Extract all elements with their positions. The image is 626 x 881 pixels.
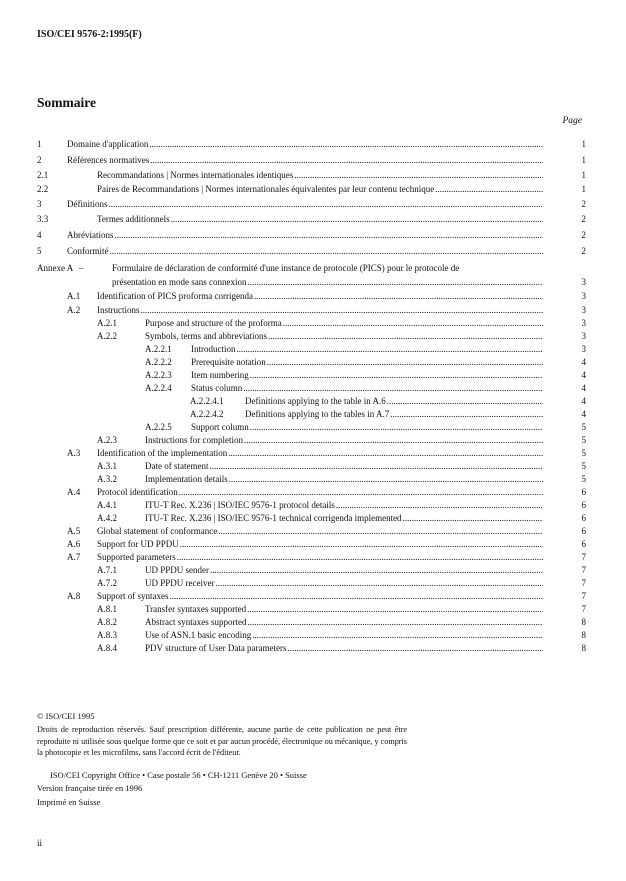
toc-entry-title: Use of ASN.1 basic encoding bbox=[145, 630, 252, 640]
toc-entry-page: 5 bbox=[581, 435, 586, 445]
copyright-notice: © ISO/CEI 1995 bbox=[37, 711, 95, 721]
toc-entry-number: A.2.2.4.1 bbox=[190, 396, 224, 406]
toc-entry-page: 4 bbox=[581, 357, 586, 367]
dot-leader bbox=[180, 538, 543, 551]
toc-entry-page: 5 bbox=[581, 448, 586, 458]
toc-entry-page: 2 bbox=[581, 199, 586, 209]
toc-entry-title: Abréviations bbox=[67, 230, 114, 240]
toc-entry-number: A.2.2.3 bbox=[145, 370, 172, 380]
dot-leader bbox=[435, 183, 543, 196]
toc-entry-title: Références normatives bbox=[67, 155, 150, 165]
toc-entry-number: A.8.4 bbox=[97, 643, 117, 653]
document-header: ISO/CEI 9576-2:1995(F) bbox=[37, 29, 142, 40]
toc-entry-page: 4 bbox=[581, 396, 586, 406]
dot-leader bbox=[244, 434, 543, 447]
toc-entry bbox=[0, 525, 626, 538]
toc-entry-number: A.4 bbox=[67, 487, 81, 497]
toc-entry-page: 5 bbox=[581, 461, 586, 471]
toc-entry-title: Introduction bbox=[191, 344, 236, 354]
toc-entry-number: A.7.2 bbox=[97, 578, 117, 588]
toc-entry-title: UD PPDU sender bbox=[145, 565, 209, 575]
toc-entry bbox=[0, 343, 626, 356]
dot-leader bbox=[215, 577, 543, 590]
toc-entry bbox=[0, 245, 626, 258]
toc-entry-number: 3.3 bbox=[37, 214, 49, 224]
toc-entry bbox=[0, 629, 626, 642]
toc-entry-title: Purpose and structure of the proforma bbox=[145, 318, 282, 328]
toc-entry-title: Paires de Recommandations | Normes internationales équivalentes par leur contenu technique bbox=[97, 184, 435, 194]
toc-entry bbox=[0, 603, 626, 616]
toc-entry-title: Abstract syntaxes supported bbox=[145, 617, 247, 627]
toc-entry-number: A.8.1 bbox=[97, 604, 117, 614]
dot-leader bbox=[283, 317, 543, 330]
toc-entry-number: A.7.1 bbox=[97, 565, 117, 575]
dot-leader bbox=[229, 473, 543, 486]
toc-entry bbox=[0, 395, 626, 408]
toc-entry-number: 2.2 bbox=[37, 184, 49, 194]
dot-leader bbox=[171, 213, 543, 226]
copyright-office: ISO/CEI Copyright Office • Case postale 56 • CH-1211 Genève 20 • Suisse bbox=[50, 770, 307, 780]
dot-leader bbox=[115, 229, 544, 242]
toc-entry-page: 7 bbox=[581, 591, 586, 601]
toc-entry-page: 6 bbox=[581, 487, 586, 497]
toc-entry-page: 5 bbox=[581, 422, 586, 432]
toc-entry bbox=[0, 538, 626, 551]
toc-entry bbox=[0, 577, 626, 590]
toc-entry-page: 3 bbox=[581, 305, 586, 315]
dot-leader bbox=[250, 369, 543, 382]
toc-entry bbox=[0, 154, 626, 167]
toc-entry-number: A.8 bbox=[67, 591, 81, 601]
toc-entry-page: 6 bbox=[581, 539, 586, 549]
toc-entry-title: Transfer syntaxes supported bbox=[145, 604, 247, 614]
toc-entry-title: Domaine d'application bbox=[67, 139, 149, 149]
toc-entry bbox=[0, 421, 626, 434]
dot-leader bbox=[268, 330, 543, 343]
toc-entry-title: Support of syntaxes bbox=[97, 591, 169, 601]
toc-entry-page: 4 bbox=[581, 409, 586, 419]
toc-entry-page: 3 bbox=[581, 331, 586, 341]
toc-entry-number: A.4.2 bbox=[97, 513, 117, 523]
toc-entry bbox=[0, 512, 626, 525]
dot-leader bbox=[254, 290, 543, 303]
dot-leader bbox=[387, 395, 543, 408]
toc-entry-number: A.2.2.5 bbox=[145, 422, 172, 432]
toc-entry bbox=[0, 499, 626, 512]
dot-leader bbox=[237, 343, 544, 356]
toc-entry-page: 2 bbox=[581, 230, 586, 240]
toc-entry-number: A.2.2 bbox=[97, 331, 117, 341]
toc-entry bbox=[0, 369, 626, 382]
toc-entry-number: A.3 bbox=[67, 448, 81, 458]
dot-leader bbox=[267, 356, 543, 369]
toc-entry-page: 3 bbox=[581, 291, 586, 301]
dot-leader bbox=[228, 447, 543, 460]
toc-entry bbox=[0, 290, 626, 303]
dot-leader bbox=[149, 138, 543, 151]
toc-entry-title: Date of statement bbox=[145, 461, 209, 471]
toc-entry-page: 8 bbox=[581, 630, 586, 640]
toc-entry bbox=[0, 317, 626, 330]
page-title: Sommaire bbox=[37, 95, 96, 110]
dot-leader bbox=[243, 382, 543, 395]
toc-entry-title: Instructions for completion bbox=[145, 435, 243, 445]
toc-entry-title: Implementation details bbox=[145, 474, 228, 484]
toc-entry-number: A.2.2.2 bbox=[145, 357, 172, 367]
page-column-header: Page bbox=[562, 116, 582, 126]
dot-leader bbox=[247, 603, 543, 616]
toc-entry-title: Support for UD PPDU bbox=[97, 539, 179, 549]
toc-entry-number: 2.1 bbox=[37, 170, 49, 180]
toc-entry bbox=[0, 213, 626, 226]
toc-entry-page: 6 bbox=[581, 513, 586, 523]
toc-entry-title: Definitions applying to the table in A.6 bbox=[245, 396, 386, 406]
dot-leader bbox=[390, 408, 543, 421]
toc-entry bbox=[0, 198, 626, 211]
toc-entry bbox=[0, 276, 626, 289]
toc-entry-page: 7 bbox=[581, 578, 586, 588]
toc-entry-page: 6 bbox=[581, 526, 586, 536]
toc-entry bbox=[0, 486, 626, 499]
toc-entry bbox=[0, 304, 626, 317]
toc-entry-title: Recommandations | Normes internationales identiques bbox=[97, 170, 294, 180]
toc-entry-number: A.2.2.4.2 bbox=[190, 409, 224, 419]
toc-entry-page: 1 bbox=[581, 139, 586, 149]
toc-entry-title: Termes additionnels bbox=[97, 214, 170, 224]
toc-entry-page: 7 bbox=[581, 552, 586, 562]
toc-entry-title: PDV structure of User Data parameters bbox=[145, 643, 287, 653]
toc-entry-page: 5 bbox=[581, 474, 586, 484]
toc-entry-title: Instructions bbox=[97, 305, 140, 315]
version-note: Version française tirée en 1996 bbox=[37, 783, 143, 793]
dot-leader bbox=[288, 642, 543, 655]
toc-entry bbox=[0, 551, 626, 564]
toc-entry-number: 4 bbox=[37, 230, 42, 240]
toc-entry-page: 2 bbox=[581, 246, 586, 256]
toc-entry-page: 6 bbox=[581, 500, 586, 510]
dot-leader bbox=[170, 590, 544, 603]
toc-entry-title: UD PPDU receiver bbox=[145, 578, 215, 588]
toc-entry bbox=[0, 183, 626, 196]
toc-entry bbox=[0, 616, 626, 629]
toc-entry-title: Supported parameters bbox=[97, 552, 176, 562]
toc-entry-page: 4 bbox=[581, 370, 586, 380]
toc-entry-number: A.4.1 bbox=[97, 500, 117, 510]
dot-leader bbox=[247, 616, 543, 629]
toc-entry-page: 7 bbox=[581, 565, 586, 575]
toc-entry-number: A.2 bbox=[67, 305, 81, 315]
toc-entry-title: Status column bbox=[191, 383, 243, 393]
toc-entry-number: A.2.2.1 bbox=[145, 344, 172, 354]
toc-entry-page: 3 bbox=[581, 344, 586, 354]
toc-entry-page: 3 bbox=[581, 277, 586, 287]
toc-entry bbox=[0, 382, 626, 395]
page-number: ii bbox=[37, 838, 43, 848]
toc-entry-number: A.2.2.4 bbox=[145, 383, 172, 393]
toc-entry-number: A.3.1 bbox=[97, 461, 117, 471]
toc-entry bbox=[0, 434, 626, 447]
toc-entry-number: A.3.2 bbox=[97, 474, 117, 484]
toc-entry bbox=[0, 590, 626, 603]
dot-leader bbox=[336, 499, 543, 512]
toc-entry-number: A.2.3 bbox=[97, 435, 117, 445]
toc-entry-page: 8 bbox=[581, 643, 586, 653]
dot-leader bbox=[179, 486, 543, 499]
toc-entry-number: A.7 bbox=[67, 552, 81, 562]
dot-leader bbox=[403, 512, 543, 525]
toc-entry-page: 8 bbox=[581, 617, 586, 627]
toc-entry-page: 3 bbox=[581, 318, 586, 328]
toc-entry bbox=[0, 229, 626, 242]
toc-entry-page: 2 bbox=[581, 214, 586, 224]
toc-entry-title: Identification of PICS proforma corrigenda bbox=[97, 291, 253, 301]
dot-leader bbox=[141, 304, 544, 317]
toc-entry-number: A.5 bbox=[67, 526, 81, 536]
toc-entry-number: 5 bbox=[37, 246, 42, 256]
dot-leader bbox=[110, 245, 544, 258]
rights-notice: Droits de reproduction réservés. Sauf prescription différente, aucune partie de cette publication ne peut être reproduite ni utilisée sous quelque forme que ce soit et par aucun procédé, électronique ou mécanique, y compris la photocopie et les microfilms, sans l'accord écrit de l'éditeur. bbox=[37, 725, 407, 757]
toc-entry-title: Définitions bbox=[67, 199, 108, 209]
dot-leader bbox=[150, 154, 543, 167]
toc-entry-page: 1 bbox=[581, 170, 586, 180]
toc-entry-page: 1 bbox=[581, 184, 586, 194]
toc-entry-number: 1 bbox=[37, 139, 42, 149]
toc-entry-number: A.8.2 bbox=[97, 617, 117, 627]
toc-annex-label: Annexe A – bbox=[37, 263, 84, 273]
toc-entry-number: 2 bbox=[37, 155, 42, 165]
toc-entry-title: Global statement of conformance bbox=[97, 526, 218, 536]
dot-leader bbox=[294, 169, 543, 182]
toc-entry-title: ITU-T Rec. X.236 | ISO/IEC 9576-1 protocol details bbox=[145, 500, 335, 510]
toc-entry bbox=[0, 408, 626, 421]
toc-annex-title-line1: Formulaire de déclaration de conformité d'une instance de protocole (PICS) pour le protocole de bbox=[112, 263, 460, 273]
toc-entry bbox=[0, 473, 626, 486]
toc-entry-title: Identification of the implementation bbox=[97, 448, 228, 458]
toc-entry-title: Support column bbox=[191, 422, 249, 432]
toc-entry bbox=[0, 564, 626, 577]
toc-entry-title: Prerequisite notation bbox=[191, 357, 266, 367]
toc-entry bbox=[0, 447, 626, 460]
printed-note: Imprimé en Suisse bbox=[37, 797, 101, 807]
dot-leader bbox=[252, 629, 543, 642]
toc-entry-title: Conformité bbox=[67, 246, 109, 256]
toc-entry-title: Definitions applying to the tables in A.7 bbox=[245, 409, 390, 419]
toc-entry-title: Symbols, terms and abbreviations bbox=[145, 331, 267, 341]
toc-entry bbox=[0, 460, 626, 473]
dot-leader bbox=[247, 276, 543, 289]
toc-entry-number: 3 bbox=[37, 199, 42, 209]
toc-entry-title: Protocol identification bbox=[97, 487, 178, 497]
dot-leader bbox=[177, 551, 543, 564]
toc-entry-number: A.1 bbox=[67, 291, 81, 301]
toc-entry bbox=[0, 642, 626, 655]
toc-entry-page: 4 bbox=[581, 383, 586, 393]
toc-entry bbox=[0, 356, 626, 369]
toc-entry bbox=[0, 138, 626, 151]
dot-leader bbox=[210, 564, 543, 577]
toc-entry bbox=[0, 169, 626, 182]
toc-entry-title: présentation en mode sans connexion bbox=[112, 277, 247, 287]
toc-entry-number: A.2.1 bbox=[97, 318, 117, 328]
dot-leader bbox=[250, 421, 543, 434]
toc-entry-page: 1 bbox=[581, 155, 586, 165]
toc-entry bbox=[0, 330, 626, 343]
dot-leader bbox=[218, 525, 543, 538]
toc-entry-title: Item numbering bbox=[191, 370, 249, 380]
toc-entry-title: ITU-T Rec. X.236 | ISO/IEC 9576-1 technical corrigenda implemented bbox=[145, 513, 402, 523]
toc-entry-number: A.8.3 bbox=[97, 630, 117, 640]
toc-entry-number: A.6 bbox=[67, 539, 81, 549]
toc-entry-page: 7 bbox=[581, 604, 586, 614]
dot-leader bbox=[109, 198, 544, 211]
dot-leader bbox=[209, 460, 543, 473]
